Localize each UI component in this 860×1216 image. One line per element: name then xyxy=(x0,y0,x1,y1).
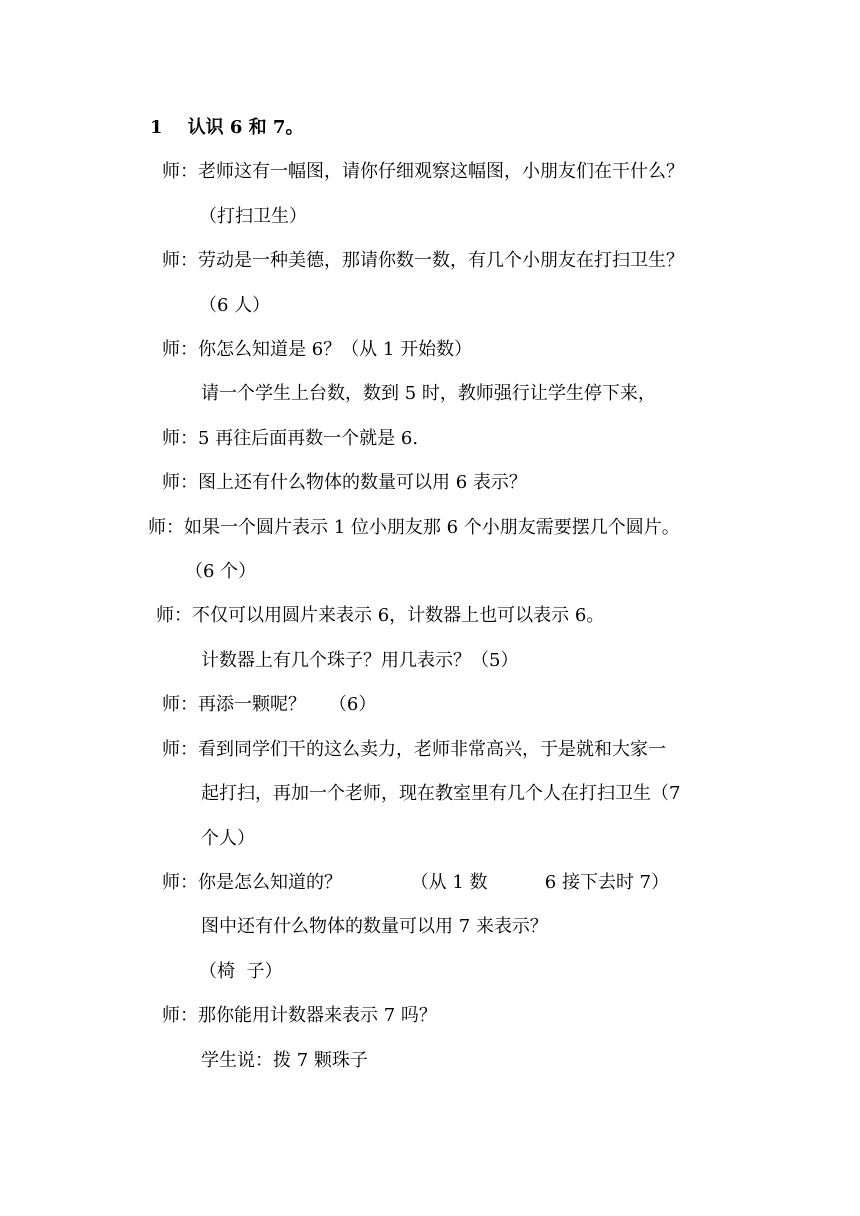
text-line: 请一个学生上台数，数到 5 时，教师强行让学生停下来， xyxy=(201,383,656,404)
text-line: 师：看到同学们干的这么卖力，老师非常高兴，于是就和大家一 xyxy=(162,739,666,760)
text-line: 起打扫，再加一个老师，现在教室里有几个人在打扫卫生（7 xyxy=(201,783,681,804)
text-line: 个人） xyxy=(201,828,255,849)
section-heading: 1 认识 6 和 7。 xyxy=(150,117,304,138)
text-line: 师：5 再往后面再数一个就是 6. xyxy=(162,428,419,449)
text-line: （6 个） xyxy=(185,561,257,582)
text-line: 师：再添一颗呢？ （6） xyxy=(162,694,377,715)
text-line: （6 人） xyxy=(199,295,271,316)
text-line: 师：那你能用计数器来表示 7 吗？ xyxy=(162,1005,437,1026)
text-line: 图中还有什么物体的数量可以用 7 来表示？ xyxy=(201,916,548,937)
text-line: （打扫卫生） xyxy=(199,206,307,227)
text-line: 师：老师这有一幅图，请你仔细观察这幅图，小朋友们在干什么？ xyxy=(162,161,684,182)
text-line: 师：劳动是一种美德，那请你数一数，有几个小朋友在打扫卫生？ xyxy=(162,250,684,271)
text-line: （椅 子） xyxy=(199,961,283,982)
text-line: 学生说：拨 7 颗珠子 xyxy=(201,1050,368,1071)
text-line: 师：不仅可以用圆片来表示 6，计数器上也可以表示 6。 xyxy=(156,605,605,626)
text-line: 师：你怎么知道是 6？（从 1 开始数） xyxy=(162,339,473,360)
text-line: 师：图上还有什么物体的数量可以用 6 表示？ xyxy=(162,472,527,493)
text-line: 计数器上有几个珠子？用几表示？（5） xyxy=(201,650,519,671)
text-line: 师：如果一个圆片表示 1 位小朋友那 6 个小朋友需要摆几个圆片。 xyxy=(148,517,680,538)
text-line: 师：你是怎么知道的？ （从 1 数 6 接下去时 7） xyxy=(162,872,670,893)
